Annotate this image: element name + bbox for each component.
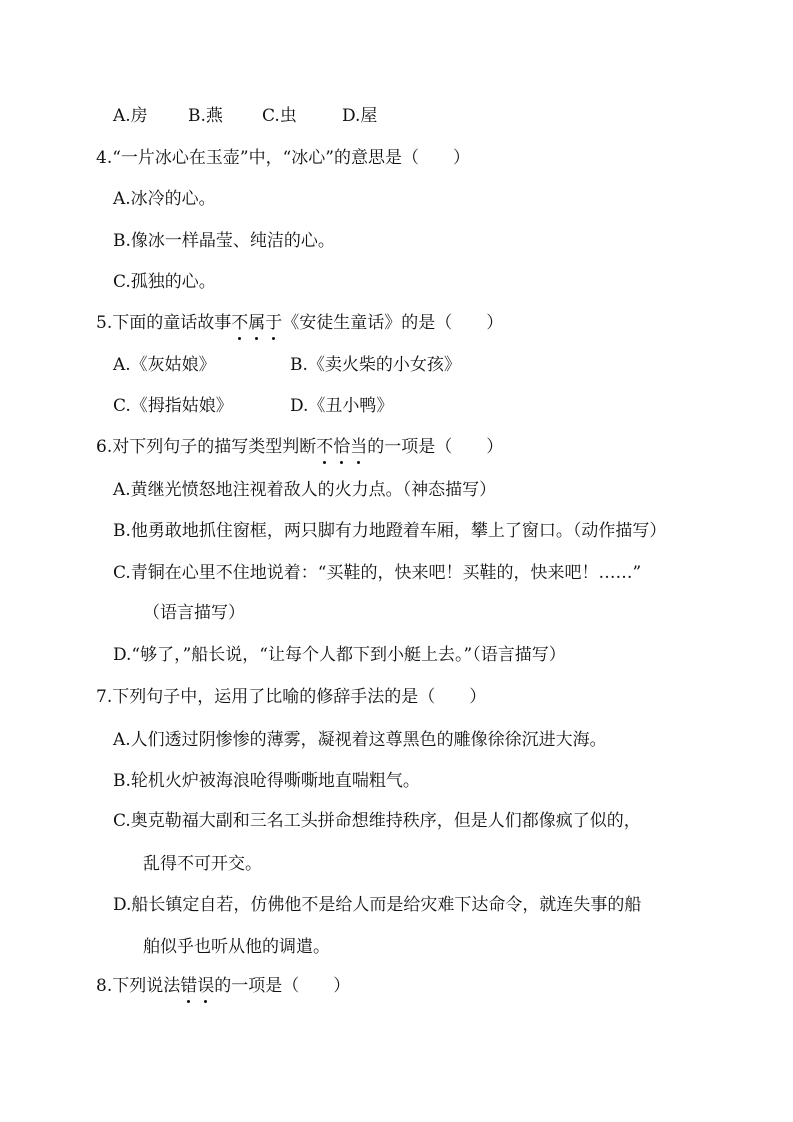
q4-option-a[interactable]: A.冰冷的心。 <box>113 189 216 209</box>
q5-option-c[interactable]: C.《拇指姑娘》 <box>113 396 233 416</box>
q3-option-d[interactable]: D.屋 <box>342 106 378 126</box>
q6-option-c-continued: （语言描写） <box>143 603 245 623</box>
q7-option-c[interactable]: C.奥克勒福大副和三名工头拼命想维持秩序，但是人们都像疯了似的， <box>113 811 641 831</box>
q7-option-d[interactable]: D.船长镇定自若，仿佛他不是给人而是给灾难下达命令，就连失事的船 <box>113 895 642 915</box>
q8-stem <box>96 974 350 998</box>
q6-emphasis-char: 不 <box>316 437 334 457</box>
q5-emphasis-char: 属 <box>248 313 266 333</box>
q3-options <box>113 104 377 128</box>
q6-stem <box>96 435 503 459</box>
q6-emphasis-char: 当 <box>350 437 368 457</box>
q5-emphasis-char: 不 <box>231 313 249 333</box>
q6-stem-post: 的一项是（ ） <box>367 437 504 457</box>
q5-options-row2 <box>113 394 393 418</box>
q6-emphasis-char: 恰 <box>333 437 351 457</box>
q3-option-b[interactable]: B.燕 <box>188 106 223 126</box>
q6-option-d[interactable]: D.“够了，”船长说，“让每个人都下到小艇上去。”（语言描写） <box>113 645 566 665</box>
q5-option-b[interactable]: B.《卖火柴的小女孩》 <box>290 355 461 375</box>
q6-option-a[interactable]: A.黄继光愤怒地注视着敌人的火力点。（神态描写） <box>113 480 497 500</box>
q5-stem-pre: 5.下面的童话故事 <box>96 313 232 333</box>
q5-options-row1 <box>113 353 461 377</box>
q5-option-d[interactable]: D.《丑小鸭》 <box>290 396 394 416</box>
q3-option-a[interactable]: A.房 <box>113 106 148 126</box>
q5-emphasis-char: 于 <box>265 313 283 333</box>
q8-emphasis-char: 错 <box>180 976 198 996</box>
q4-option-c[interactable]: C.孤独的心。 <box>113 272 216 292</box>
q8-emphasis-char: 误 <box>197 976 215 996</box>
q5-stem <box>96 311 503 335</box>
q8-stem-pre: 8.下列说法 <box>96 976 181 996</box>
q8-stem-post: 的一项是（ ） <box>214 976 351 996</box>
q5-option-a[interactable]: A.《灰姑娘》 <box>113 355 216 375</box>
q7-option-d-continued: 舶似乎也听从他的调遣。 <box>143 937 330 957</box>
q7-option-b[interactable]: B.轮机火炉被海浪呛得嘶嘶地直喘粗气。 <box>113 771 420 791</box>
q3-option-c[interactable]: C.虫 <box>262 106 297 126</box>
q6-stem-pre: 6.对下列句子的描写类型判断 <box>96 437 317 457</box>
q7-option-c-continued: 乱得不可开交。 <box>143 854 262 874</box>
q7-stem: 7.下列句子中，运用了比喻的修辞手法的是（ ） <box>96 687 487 707</box>
q6-option-c[interactable]: C.青铜在心里不住地说着：“买鞋的，快来吧！买鞋的，快来吧！……” <box>113 563 642 583</box>
q4-stem: 4.“一片冰心在玉壶”中，“冰心”的意思是（ ） <box>96 148 470 168</box>
q6-option-b[interactable]: B.他勇敢地抓住窗框，两只脚有力地蹬着车厢，攀上了窗口。（动作描写） <box>113 521 667 541</box>
q7-option-a[interactable]: A.人们透过阴惨惨的薄雾，凝视着这尊黑色的雕像徐徐沉进大海。 <box>113 730 607 750</box>
q5-stem-post: 《安徒生童话》的是（ ） <box>282 313 504 333</box>
q4-option-b[interactable]: B.像冰一样晶莹、纯洁的心。 <box>113 231 335 251</box>
